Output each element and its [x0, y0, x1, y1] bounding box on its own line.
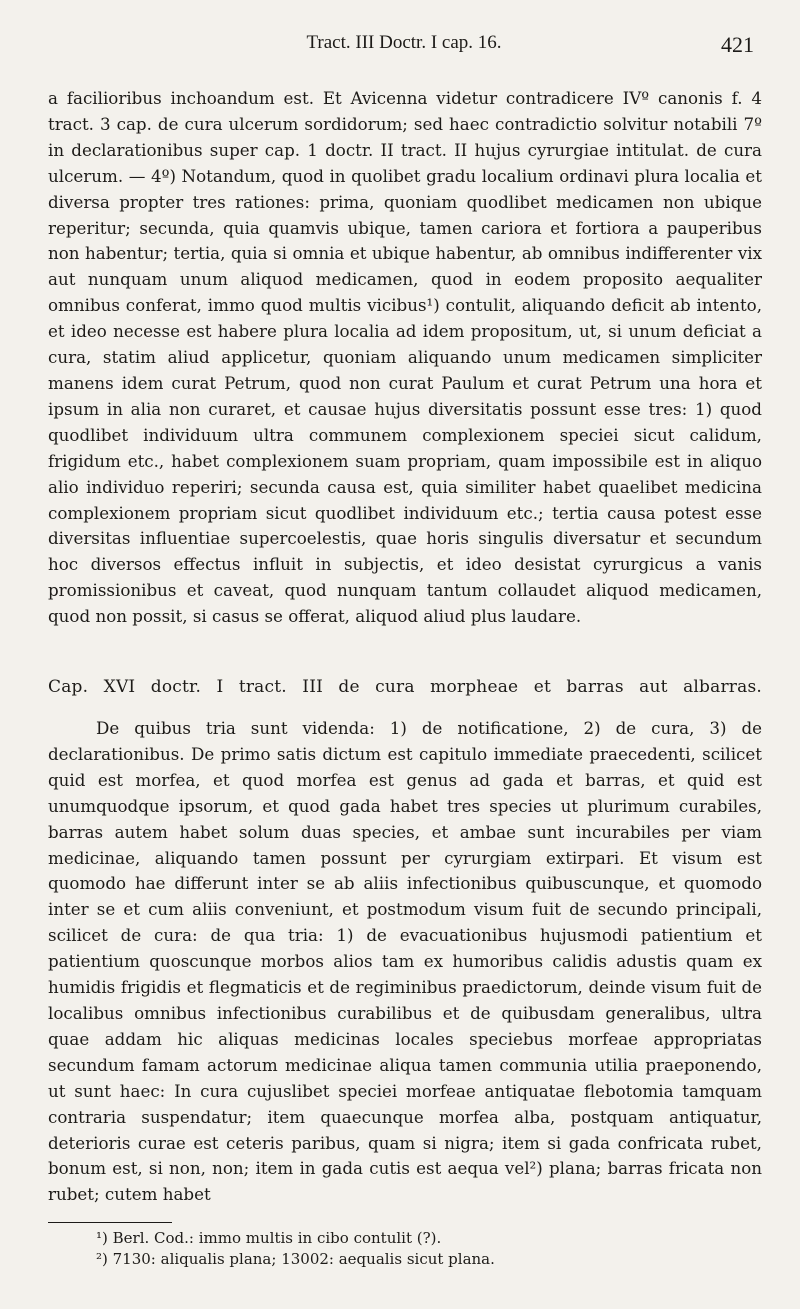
page-header — [48, 30, 760, 66]
paragraph: a facilioribus inchoandum est. Et Avicenna videtur contradicere IVº canonis f. 4 tract. 3 cap. de cura ulcerum sordidorum; sed haec contradictio solvitur notabili 7º in declarationibus super cap. 1 doctr. II tract. II hujus cyrurgiae intitulat. de cura ulcerum. — 4º) Notandum, quod in quolibet gradu localium ordinavi plura localia et diversa propter tres rationes: prima, quoniam quodlibet medicamen non ubique reperitur; secunda, quia quamvis ubique, tamen cariora et fortiora a pauperibus non habentur; tertia, quia si omnia et ubique habentur, ab omnibus indifferenter vix aut nunquam unum aliquod medicamen, quod in eodem proposito aequaliter omnibus conferat, immo quod multis vicibus¹) contulit, aliquando deficit ab intento, et ideo necesse est habere plura localia ad idem propositum, ut, si unum deficiat a cura, statim aliud applicetur, quoniam aliquando unum medicamen simpliciter manens idem curat Petrum, quod non curat Paulum et curat Petrum una hora et ipsum in alia non curaret, et causae hujus diversitatis possunt esse tres: 1) quod quodlibet individuum ultra communem complexionem speciei sicut calidum, frigidum etc., habet complexionem suam propriam, quam impossibile est in aliquo alio individuo reperiri; secunda causa est, quia similiter habet quaelibet medicina complexionem propriam sicut quodlibet individuum etc.; tertia causa potest esse diversitas influentiae supercoelestis, quae horis singulis diversatur et secundum hoc diversos effectus influit in subjectis, et ideo desistat cyrurgicus a vanis promissionibus et caveat, quod nunquam tantum collaudet aliquod medicamen, quod non possit, si casus se offerat, aliquod aliud plus laudare. — [48, 88, 762, 627]
chapter-heading: Cap. XVI doctr. I tract. III de cura morpheae et barras aut albarras. — [48, 677, 762, 697]
footnote: ²) 7130: aliqualis plana; 13002: aequalis sicut plana. — [96, 1250, 495, 1268]
page-number: 421 — [721, 32, 754, 57]
footnote: ¹) Berl. Cod.: immo multis in cibo contulit (?). — [96, 1229, 442, 1247]
paragraph: De quibus tria sunt videnda: 1) de notificatione, 2) de cura, 3) de declarationibus. De primo satis dictum est capitulo immediate praecedenti, scilicet quid est morfea, et quod morfea est genus ad gada et barras, et quid est unumquodque ipsorum, et quod gada habet tres species ut plurimum curabiles, barras autem habet solum duas species, et ambae sunt incurabiles per viam medicinae, aliquando tamen possunt per cyrurgiam extirpari. Et visum est quomodo hae differunt inter se ab aliis infectionibus quibuscunque, et quomodo inter se et cum aliis conveniunt, et postmodum visum fuit de secundo principali, scilicet de cura: de qua tria: 1) de evacuationibus hujusmodi patientium et patientium quoscunque morbos alios tam ex humoribus calidis adustis quam ex humidis frigidis et flegmaticis et de regiminibus praedictorum, deinde visum fuit de localibus omnibus infectionibus curabilibus et de quibusdam generalibus, ultra quae addam hic aliquas medicinas locales speciebus morfeae appropriatas secundum famam actorum medicinae aliqua tamen communia utilia praeponendo, ut sunt haec: In cura cujuslibet speciei morfeae antiquatae flebotomia tamquam contraria suspendatur; item quaecunque morfea alba, postquam antiquatur, deterioris curae est ceteris paribus, quam si nigra; item si gada confricata rubet, bonum est, si non, non; item in gada cutis est aequa vel²) plana; barras fricata non rubet; cutem habet — [48, 718, 762, 1205]
text-block-top — [48, 86, 762, 630]
running-head: Tract. III Doctr. I cap. 16. — [306, 32, 502, 53]
footnote-rule — [48, 1222, 172, 1223]
text-block-chapter — [48, 716, 762, 1208]
footnotes — [96, 1228, 736, 1270]
